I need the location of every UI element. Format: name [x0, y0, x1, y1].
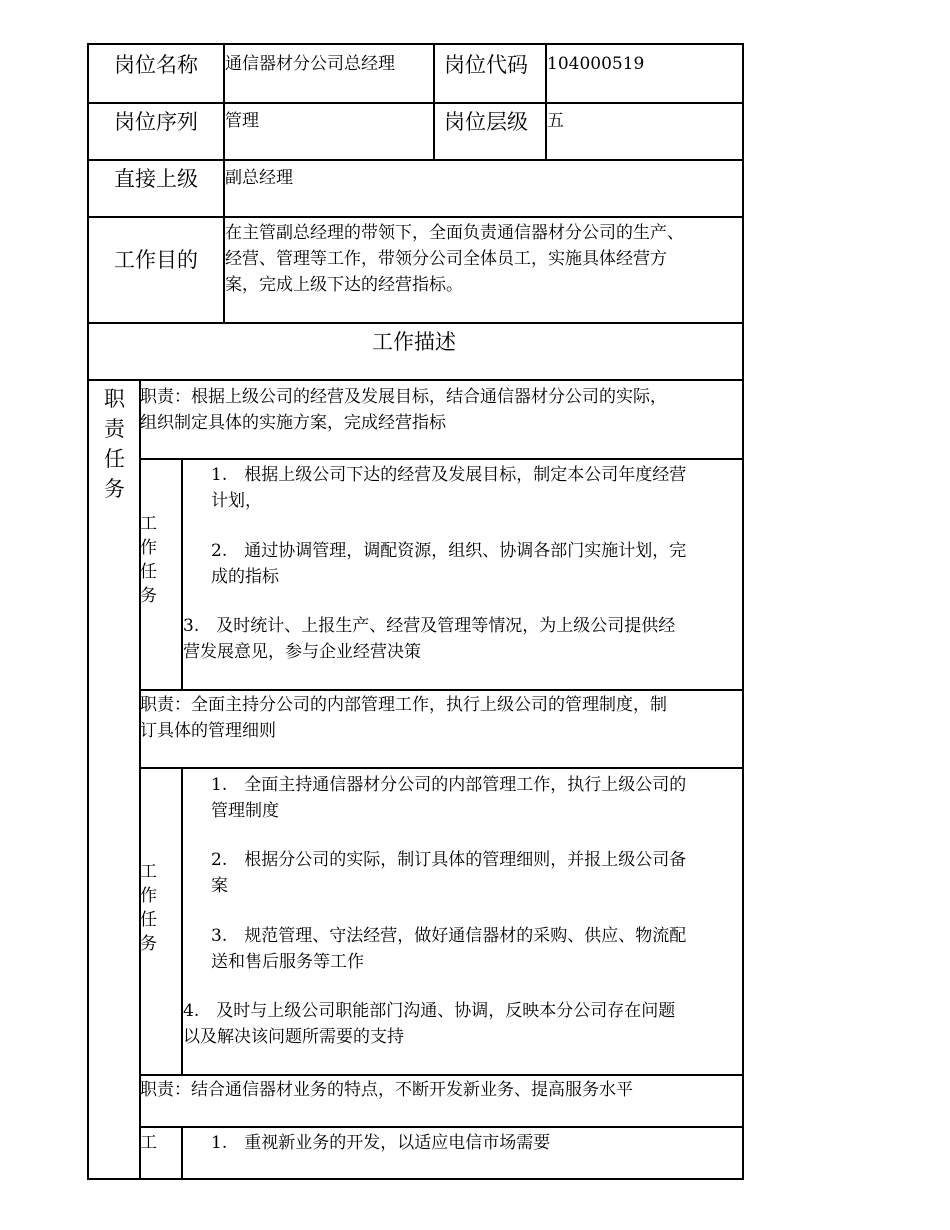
duty-line: 职责：根据上级公司的经营及发展目标，结合通信器材分公司的实际， [140, 387, 667, 407]
task-label-char: 作 [140, 538, 157, 558]
duty-2-text [140, 692, 667, 744]
purpose-line: 在主管副总经理的带领下，全面负责通信器材分公司的生产、 [225, 223, 684, 243]
task-label-3 [140, 1131, 160, 1155]
supervisor-value: 副总经理 [225, 168, 293, 188]
task-line: 3. 规范管理、守法经营，做好通信器材的采购、供应、物流配 [211, 926, 687, 946]
task-line: 2. 根据分公司的实际，制订具体的管理细则，并报上级公司备 [211, 850, 687, 870]
task-line: 营发展意见，参与企业经营决策 [183, 642, 421, 662]
supervisor-label: 直接上级 [114, 167, 198, 191]
duty-line: 组织制定具体的实施方案，完成经营指标 [140, 413, 446, 433]
position-series-value: 管理 [225, 111, 259, 131]
purpose-line: 案，完成上级下达的经营指标。 [225, 275, 463, 295]
task-label-char: 作 [140, 886, 157, 906]
task-line: 计划， [211, 491, 262, 511]
task-line: 成的指标 [211, 567, 279, 587]
task-item [211, 538, 686, 590]
task-line: 1. 全面主持通信器材分公司的内部管理工作，执行上级公司的 [211, 775, 687, 795]
position-name-label: 岗位名称 [114, 53, 198, 77]
position-code-label: 岗位代码 [444, 53, 528, 77]
task-line: 1. 根据上级公司下达的经营及发展目标，制定本公司年度经营 [211, 465, 687, 485]
task-label-1 [140, 512, 160, 608]
task-line: 4. 及时与上级公司职能部门沟通、协调，反映本分公司存在问题 [183, 1001, 676, 1021]
task-item [183, 613, 675, 665]
task-item [211, 847, 686, 899]
section-title: 工作描述 [372, 330, 456, 354]
position-level-value: 五 [547, 111, 564, 131]
task-label-char: 任 [140, 562, 157, 582]
duties-label-char: 任 [104, 447, 125, 471]
duties-label-char: 职 [104, 387, 125, 411]
task-label-char: 任 [140, 910, 157, 930]
task-item [211, 462, 686, 514]
task-item [183, 998, 675, 1050]
position-code-value: 104000519 [547, 54, 645, 74]
duty-line: 职责：全面主持分公司的内部管理工作，执行上级公司的管理制度，制 [140, 695, 667, 715]
task-line: 管理制度 [211, 801, 279, 821]
task-item [211, 772, 686, 824]
task-label-char: 工 [140, 862, 157, 882]
task-line: 1. 重视新业务的开发，以适应电信市场需要 [211, 1133, 551, 1153]
duties-label-char: 责 [104, 417, 125, 441]
task-item [211, 1130, 550, 1156]
task-label-char: 务 [140, 934, 157, 954]
duty-line: 职责：结合通信器材业务的特点，不断开发新业务、提高服务水平 [140, 1080, 633, 1100]
task-label-char: 工 [140, 1133, 157, 1153]
duties-label [104, 384, 130, 504]
task-line: 3. 及时统计、上报生产、经营及管理等情况，为上级公司提供经 [183, 616, 676, 636]
task-line: 送和售后服务等工作 [211, 952, 364, 972]
duty-1-text [140, 384, 667, 436]
task-line: 2. 通过协调管理，调配资源，组织、协调各部门实施计划，完 [211, 541, 687, 561]
task-label-char: 务 [140, 586, 157, 606]
task-line: 案 [211, 876, 228, 896]
task-label-char: 工 [140, 514, 157, 534]
purpose-line: 经营、管理等工作，带领分公司全体员工，实施具体经营方 [225, 249, 667, 269]
duty-3-text [140, 1077, 633, 1103]
task-line: 以及解决该问题所需要的支持 [183, 1027, 404, 1047]
duties-label-char: 务 [104, 477, 125, 501]
duty-line: 订具体的管理细则 [140, 721, 276, 741]
purpose-label: 工作目的 [114, 248, 198, 272]
task-item [211, 923, 686, 975]
position-name-value: 通信器材分公司总经理 [225, 54, 395, 74]
position-level-label: 岗位层级 [444, 110, 528, 134]
position-series-label: 岗位序列 [114, 110, 198, 134]
purpose-text [225, 220, 684, 298]
task-label-2 [140, 860, 160, 956]
